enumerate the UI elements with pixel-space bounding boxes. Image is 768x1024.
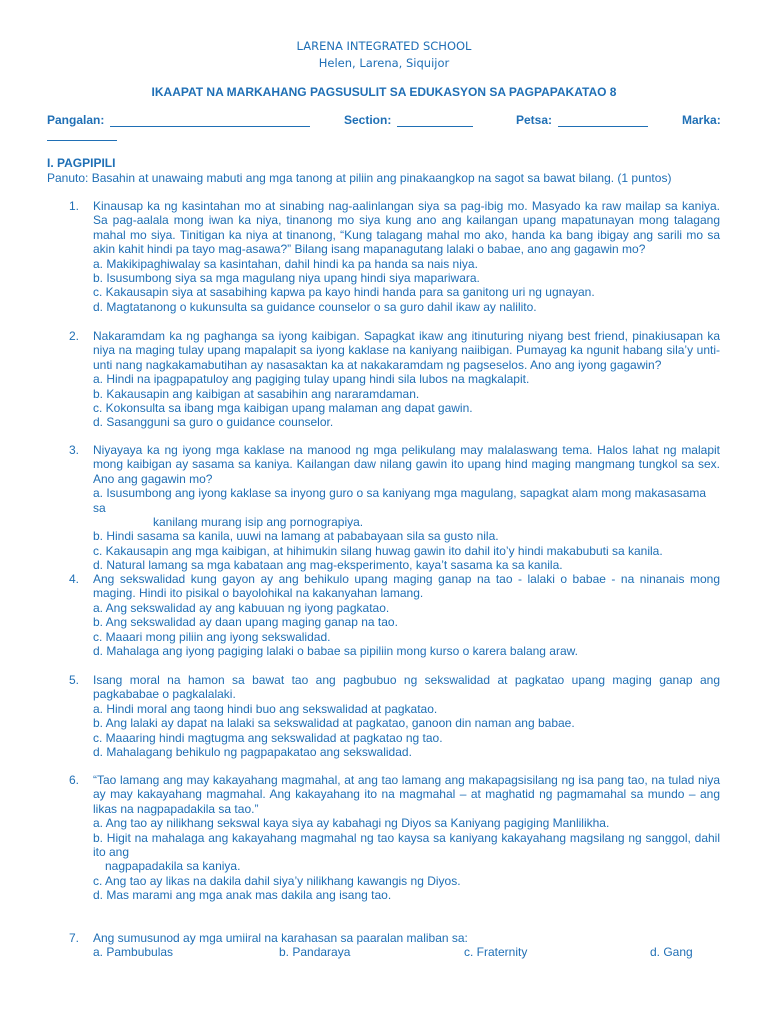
question-number: 2. (69, 329, 80, 343)
question-text: Nakaramdam ka ng paghanga sa iyong kaibigan. Sapagkat ikaw ang itinuturing niyang best friend, pinakiusapan ka niya na maging tulay upang mapalapit sa iyong kaklase na kaniyang naiibigan. Pumayag ka ngunit habang sila’y unti-unti nang nagkakamabutihan ay nasasaktan ka at nakakaramdam ng pagseselos. Ano ang iyong gagawin? (93, 329, 720, 372)
choice-b[interactable]: b. Hindi sasama sa kanila, uuwi na lamang at pababayaan sila sa gusto nila. (93, 529, 499, 544)
choice-d[interactable]: d. Gang (650, 945, 693, 960)
choice-d[interactable]: d. Mahalaga ang iyong pagiging lalaki o babae sa pipiliin mong kurso o karera balang araw. (93, 644, 578, 659)
date-blank[interactable] (558, 115, 648, 127)
question-text: Kinausap ka ng kasintahan mo at sinabing nag-aalinlangan siya sa pag-ibig mo. Masyado ka raw mailap sa kaniya. Sa pag-aalala mong iwan ka niya, tinanong mo siya kung ano ang kailangan upang mapatunayan mong talagang mahal mo siya. Tinitigan ka niya at tinanong, “Kung talagang mahal mo ako, handa ka bang ibigay ang sarili mo sa akin kahit hindi pa tayo mag-asawa?” Bilang isang mapanagutang lalaki o babae, ano ang gagawin mo? (93, 199, 720, 257)
question-text: Isang moral na hamon sa bawat tao ang pagbubuo ng sekswalidad at pagkatao upang maging ganap ang pagkababae o pagkalalaki. (93, 673, 720, 702)
question-text: Ang sumusunod ay mga umiiral na karahasan sa paaralan maliban sa: (93, 931, 468, 945)
choice-c[interactable]: c. Ang tao ay likas na dakila dahil siya’y nilikhang kawangis ng Diyos. (93, 873, 461, 888)
question-1 (47, 199, 727, 314)
choice-c[interactable]: c. Kakausapin siya at sasabihing kapwa pa kayo hindi handa para sa ganitong uri ng ugnayan. (93, 285, 595, 300)
choice-c[interactable]: c. Fraternity (464, 945, 528, 960)
choice-b[interactable]: b. Kakausapin ang kaibigan at sasabihin ang nararamdaman. (93, 386, 420, 401)
question-3 (47, 443, 727, 573)
choice-a[interactable]: a. Makikipaghiwalay sa kasintahan, dahil hindi ka pa handa sa nais niya. (93, 256, 478, 271)
name-label: Pangalan: (47, 113, 105, 127)
date-field[interactable] (516, 113, 648, 127)
choice-d[interactable]: d. Sasangguni sa guro o guidance counselor. (93, 415, 334, 430)
choice-a[interactable]: a. Ang sekswalidad ay ang kabuuan ng iyong pagkatao. (93, 600, 390, 615)
directions: Panuto: Basahin at unawaing mabuti ang mga tanong at piliin ang pinakaangkop na sagot sa bawat bilang. (1 puntos) (47, 171, 672, 185)
choice-d[interactable]: d. Magtatanong o kukunsulta sa guidance counselor o sa guro dahil ikaw ay nalilito. (93, 299, 537, 314)
question-4 (47, 572, 727, 658)
choice-d[interactable]: d. Mahalagang behikulo ng pagpapakatao ang sekswalidad. (93, 745, 412, 760)
question-text: Niyayaya ka ng iyong mga kaklase na manood ng mga pelikulang may malalaswang tema. Halos lahat ng malapit mong kaibigan ay sasama sa kaniya. Kailangan daw nilang gawin ito upang hind maging mangmang tungkol sa sex. Ano ang gagawin mo? (93, 443, 720, 486)
school-address: Helen, Larena, Siquijor (318, 56, 450, 70)
choice-a[interactable]: a. Hindi moral ang taong hindi buo ang sekswalidad at pagkatao. (93, 701, 438, 716)
section-blank[interactable] (397, 115, 473, 127)
exam-title: IKAAPAT NA MARKAHANG PAGSUSULIT SA EDUKASYON SA PAGPAPAKATAO 8 (151, 85, 617, 99)
choice-b[interactable]: b. Isusumbong siya sa mga magulang niya upang hindi siya mapariwara. (93, 271, 480, 286)
school-name: LARENA INTEGRATED SCHOOL (296, 39, 472, 53)
choice-b-continuation: nagpapadakila sa kaniya. (105, 859, 241, 874)
choice-d[interactable]: d. Mas marami ang mga anak mas dakila ang isang tao. (93, 888, 392, 903)
choice-b[interactable]: b. Ang lalaki ay dapat na lalaki sa sekswalidad at pagkatao, ganoon din naman ang babae. (93, 716, 575, 731)
section-field[interactable] (344, 113, 473, 127)
question-number: 4. (69, 572, 80, 586)
question-text: Ang sekswalidad kung gayon ay ang behikulo upang maging ganap na tao - lalaki o babae - na ninanais mong maging. Hindi ito pisikal o bayolohikal na kakanyahan lamang. (93, 572, 720, 601)
question-number: 7. (69, 931, 80, 945)
score-label: Marka: (682, 113, 721, 127)
choice-b[interactable]: b. Ang sekswalidad ay daan upang maging ganap na tao. (93, 615, 398, 630)
name-field[interactable] (47, 113, 310, 127)
date-label: Petsa: (516, 113, 553, 127)
score-field[interactable] (682, 113, 721, 127)
score-blank[interactable] (47, 130, 117, 141)
choice-a[interactable]: a. Ang tao ay nilikhang sekswal kaya siya ay kabahagi ng Diyos sa Kaniyang pagiging Manlilikha. (93, 816, 610, 831)
choice-a[interactable]: a. Isusumbong ang iyong kaklase sa inyong guro o sa kaniyang mga magulang, sapagkat alam mong makasasama sa (93, 486, 707, 515)
question-number: 1. (69, 199, 80, 213)
question-5 (47, 673, 727, 759)
choice-a-continuation: kanilang murang isip ang pornograpiya. (153, 515, 364, 530)
choice-b[interactable]: b. Higit na mahalaga ang kakayahang magmahal ng tao kaysa sa kaniyang kakayahang magsilang ng sanggol, dahil ito ang (93, 830, 720, 860)
question-number: 6. (69, 773, 80, 787)
question-text: “Tao lamang ang may kakayahang magmahal, at ang tao lamang ang makapagsisilang ng isa pang tao, na tulad niya ay may kakayahang magmahal. Ang kakayahang ito na magmahal – at maghatid ng pagmamahal sa mundo – ang likas na nagpapadakila sa tao.” (93, 773, 720, 816)
choice-c[interactable]: c. Kokonsulta sa ibang mga kaibigan upang malaman ang dapat gawin. (93, 401, 473, 416)
choice-c[interactable]: c. Maaaring hindi magtugma ang sekswalidad at pagkatao ng tao. (93, 730, 443, 745)
question-2 (47, 329, 727, 430)
question-6 (47, 773, 727, 903)
choice-c[interactable]: c. Maaari mong piliin ang iyong sekswalidad. (93, 629, 331, 644)
section-label: Section: (344, 113, 392, 127)
choice-b[interactable]: b. Pandaraya (279, 945, 351, 960)
question-7 (47, 931, 727, 960)
choice-d[interactable]: d. Natural lamang sa mga kabataan ang mag-eksperimento, kaya’t sasama ka sa kanila. (93, 558, 563, 573)
question-number: 3. (69, 443, 80, 457)
choice-a[interactable]: a. Hindi na ipagpapatuloy ang pagiging tulay upang hindi sila lubos na magkalapit. (93, 372, 530, 387)
name-blank[interactable] (110, 115, 310, 127)
choice-a[interactable]: a. Pambubulas (93, 945, 174, 960)
choices-row (93, 945, 720, 960)
section-heading: I. PAGPIPILI (47, 156, 116, 170)
choice-c[interactable]: c. Kakausapin ang mga kaibigan, at hihimukin silang huwag gawin ito dahil ito’y hindi makabubuti sa kanila. (93, 543, 663, 558)
question-number: 5. (69, 673, 80, 687)
